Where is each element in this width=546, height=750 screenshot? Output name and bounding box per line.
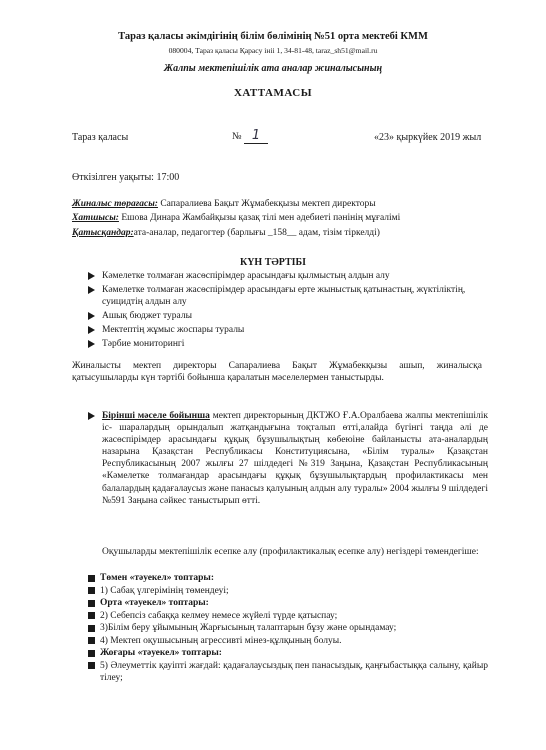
square-bullet-icon [88,600,95,607]
list-item: 1) Сабақ үлгерімінің төмендеуі; [88,585,488,598]
triangle-bullet-icon [88,272,95,280]
agenda-title: КҮН ТӘРТІБІ [239,257,307,268]
list-item: 4) Мектеп оқушысының агрессивті мінез-құлқының болуы. [88,635,488,648]
agenda-item: Кәмелетке толмаған жасөспірімдер арасындағы қылмыстың алдын алу [88,270,498,282]
triangle-bullet-icon [88,312,95,320]
list-item: 3)Білім беру ұйымының Жарғысының талаптарын бұзу және орындамау; [88,622,488,635]
number-label: № [232,131,242,142]
registration-paragraph: Оқушыларды мектепішілік есепке алу (профилактикалық есепке алу) негіздері төмендегіше: [102,547,479,557]
agenda-item: Кәмелетке толмаған жасөспірімдер арасындағы ерте жыныстық қатынастың, жүктіліктің, суицидтің алдын алу [88,284,498,308]
triangle-bullet-icon [88,326,95,334]
number-value: 1 [244,128,268,144]
school-header-address: 080004, Тараз қаласы Қарасу ініі 1, 34-81-48, taraz_sh51@mail.ru [168,46,378,55]
secretary-label: Хатшысы: [72,213,119,223]
agenda-item: Тәрбие мониторингі [88,338,498,350]
chair-line [72,199,376,209]
list-item: 5) Әлеуметтік қауіпті жағдай: қадағалаусыздық пен панасыздық, қаңғыбастыққа салыну, қайыр тілеу; [88,660,488,685]
agenda-item: Мектептің жұмыс жоспары туралы [88,324,498,336]
list-item: Төмен «тәуекел» топтары: [88,572,488,585]
chair-label: Жиналыс төрағасы: [72,199,158,209]
opening-paragraph: Жиналысты мектеп директоры Сапаралиева Бақыт Жұмабекқызы ашып, жиналысқа қатысушыларды күн тәртібі бойынша қаралатын мәселелермен таныстырды. [72,361,482,384]
school-header-title: Тараз қаласы әкімдігінің білім бөлімінің №51 орта мектебі КММ [118,31,428,42]
first-issue-block [88,410,488,507]
first-issue-text: мектеп директорының ДКТЖО Ғ.А.Оралбаева жалпы мектепішілік іс- шаралардың орындалып жатқандығына тоқталып өтті,алайда бүгінгі таңда әлі де жасөспірімдер арасындағы құқық бұзушылықтың көбеюіне байланысты ата-аналардың назарына Қазақстан Республикасы Конституциясына, «Білім туралы» Қазақстан Республикасының 2007 жылғы 27 шілдедегі №319 Заңына, Қазақстан Республикасының «Кәмелетке толмағандар арасындағы құқық бұзушылықтардың профилактикасы мен балалардың қадағалаусыз және панасыз қалуының алдын алу туралы» 2004 жылғы 9 шілдедегі №591 Заңына сәйкес таныстырып өтті. [102,411,488,506]
square-bullet-icon [88,587,95,594]
list-item: Жоғары «тәуекел» топтары: [88,647,488,660]
meeting-time: Өткізілген уақыты: 17:00 [72,172,180,183]
participants-line [72,228,380,238]
risk-list [88,572,488,685]
square-bullet-icon [88,612,95,619]
list-item: 2) Себепсіз сабаққа келмеу немесе жүйелі түрде қатыспау; [88,610,488,623]
protocol-title: ХАТТАМАСЫ [233,87,312,99]
square-bullet-icon [88,625,95,632]
meeting-title: Жалпы мектепішілік ата аналар жиналысының [163,63,383,74]
triangle-bullet-icon [88,340,95,348]
secretary-value: Ешова Динара Жамбайқызы қазақ тілі мен әдебиеті пәнінің мұғалімі [121,213,401,223]
square-bullet-icon [88,637,95,644]
square-bullet-icon [88,650,95,657]
first-issue-label: Бірінші мәселе бойынша [102,411,210,421]
list-item: Орта «тәуекел» топтары: [88,597,488,610]
participants-value: ата-аналар, педагогтер (барлығы _158__ адам, тізім тіркелді) [133,228,380,238]
protocol-date: «23» қыркүйек 2019 жыл [374,132,482,143]
square-bullet-icon [88,575,95,582]
triangle-bullet-icon [88,412,95,420]
square-bullet-icon [88,662,95,669]
place-label: Тараз қаласы [72,132,129,143]
secretary-line [72,213,400,223]
participants-label: Қатысқандар: [72,228,134,238]
protocol-number [232,128,268,144]
chair-value: Сапаралиева Бақыт Жұмабекқызы мектеп директоры [160,199,376,209]
agenda-item: Ашық бюджет туралы [88,310,498,322]
triangle-bullet-icon [88,286,95,294]
